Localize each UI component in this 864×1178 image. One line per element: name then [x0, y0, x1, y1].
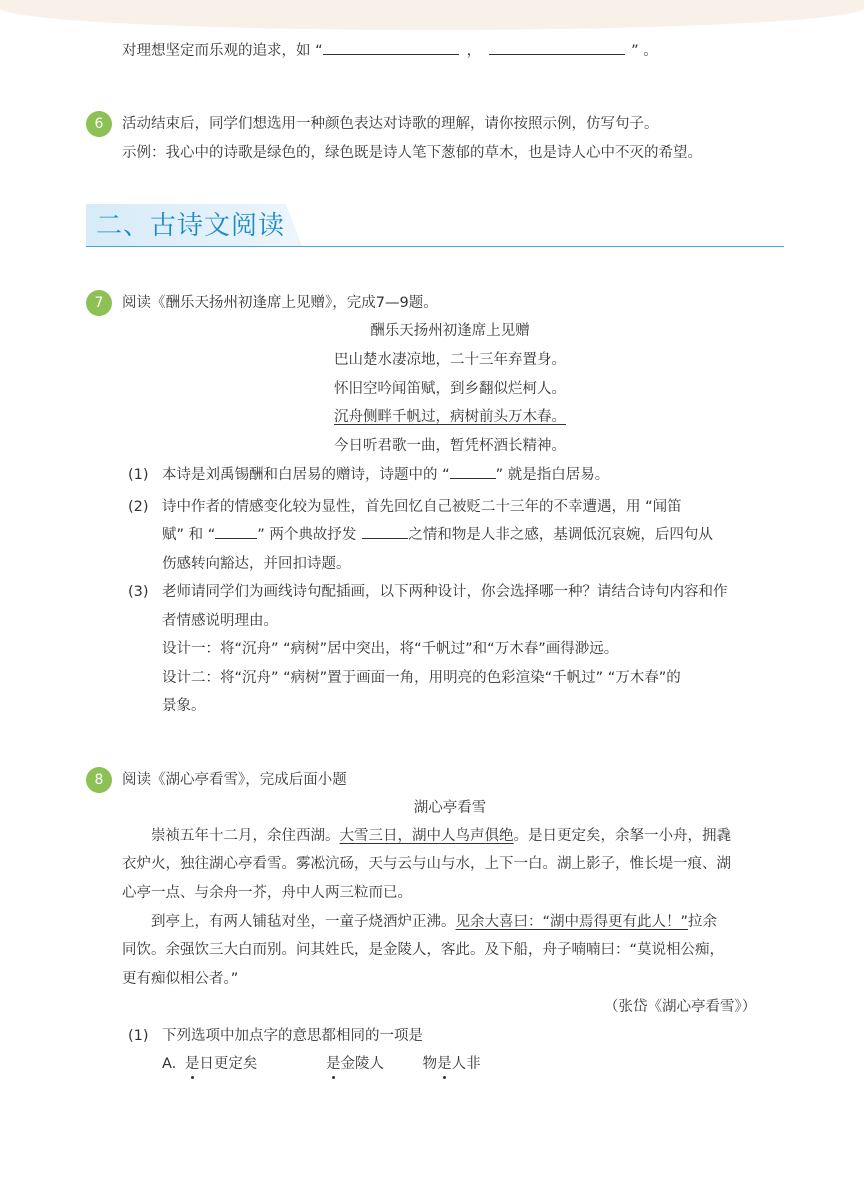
- q7-sub3-design2-line2: 景象。: [162, 698, 206, 714]
- q7-prompt: 阅读《酬乐天扬州初逢席上见赠》，完成7—9题。: [122, 295, 438, 311]
- q7-sub2-line1: 诗中作者的情感变化较为显性，首先回忆自己被贬二十三年的不幸遭遇，用 “闻笛: [162, 499, 682, 515]
- poem-line-3-text: 沉舟侧畔千帆过，病树前头万木春。: [334, 409, 566, 425]
- essay-p2-line3: 更有痴似相公者。”: [122, 971, 239, 987]
- question-number-7: 7: [86, 290, 112, 316]
- essay-p1-line1: [151, 822, 731, 851]
- q8-option-a-item-3-dotted: 是: [437, 1056, 452, 1072]
- q5-tail-text: 对理想坚定而乐观的追求，如 “: [122, 43, 323, 59]
- poem-line-2: 怀旧空吟闻笛赋，到乡翻似烂柯人。: [334, 381, 566, 397]
- section-divider: [86, 246, 784, 247]
- q7-sub3-line1: 老师请同学们为画线诗句配插画，以下两种设计，你会选择哪一种？请结合诗句内容和作: [162, 584, 728, 600]
- q7-sub2-line2-b: ” 两个典故抒发: [257, 527, 357, 543]
- q8-sub1-text: 下列选项中加点字的意思都相同的一项是: [162, 1028, 423, 1044]
- poem-line-3-underlined: [220, 403, 680, 432]
- q7-sub3-label: (3): [128, 584, 149, 600]
- q8-sub1-label: (1): [128, 1028, 149, 1044]
- section-title: 二、古诗文阅读: [96, 211, 286, 241]
- essay-title: 湖心亭看雪: [413, 800, 487, 816]
- q7-sub2-line3: 伤感转向豁达，并回扣诗题。: [162, 556, 351, 572]
- page-top-band: [0, 0, 864, 30]
- poem-title: 酬乐天扬州初逢席上见赠: [370, 323, 530, 339]
- q7-sub2-line2-c: 之情和物是人非之感，基调低沉哀婉，后四句从: [408, 527, 713, 543]
- q8-option-a-item-3-rest: 人非: [451, 1056, 481, 1072]
- q7-sub1-post: ” 就是指白居易。: [495, 467, 610, 483]
- q8-option-a-item-1-dotted: 是: [184, 1056, 200, 1072]
- q7-sub1-line: [162, 461, 609, 490]
- q8-option-a-item-2: [326, 1056, 384, 1072]
- q5-tail-end: ” 。: [631, 43, 658, 59]
- q7-sub1-label: (1): [128, 467, 149, 483]
- essay-p2-underlined: 见余大喜曰：“湖中焉得更有此人！”: [455, 914, 689, 930]
- essay-source: （张岱《湖心亭看雪》）: [604, 999, 757, 1015]
- q5-blank-1[interactable]: [323, 38, 459, 55]
- q7-sub2-label: (2): [128, 499, 149, 515]
- q8-option-a-item-3-pre: 物: [422, 1056, 438, 1072]
- q7-sub2-line2-a: 赋” 和 “: [162, 527, 216, 543]
- q5-tail-sep: ，: [466, 43, 482, 59]
- essay-p2-line1-a: 到亭上，有两人铺毡对坐，一童子烧酒炉正沸。: [151, 914, 456, 930]
- essay-p1-line1-a: 崇祯五年十二月，余住西湖。: [151, 828, 340, 844]
- q5-blank-2[interactable]: [489, 38, 625, 55]
- q7-sub2-blank-1[interactable]: [215, 522, 257, 539]
- q7-sub1-blank[interactable]: [450, 462, 496, 479]
- q8-option-a-item-1: [185, 1056, 258, 1072]
- q8-option-a[interactable]: [162, 1050, 481, 1079]
- poem-line-1: 巴山楚水凄凉地，二十三年弃置身。: [334, 352, 566, 368]
- essay-p1-line3: 心亭一点、与余舟一芥，舟中人两三粒而已。: [122, 885, 412, 901]
- q7-sub3-line2: 者情感说明理由。: [162, 613, 278, 629]
- q7-sub3-design2-line1: 设计二：将“沉舟” “病树”置于画面一角，用明亮的色彩渲染“千帆过” “万木春”的: [162, 670, 681, 686]
- essay-p2-line1-b: 拉余: [688, 914, 718, 930]
- q7-sub3-design1: 设计一：将“沉舟” “病树”居中突出，将“千帆过”和“万木春”画得渺远。: [162, 641, 619, 657]
- essay-p1-line2: 衣炉火，独往湖心亭看雪。雾凇沆砀，天与云与山与水，上下一白。湖上影子，惟长堤一痕、湖: [122, 856, 731, 872]
- essay-p2-line2: 同饮。余强饮三大白而别。问其姓氏，是金陵人，客此。及下船，舟子喃喃曰：“莫说相公痴，: [122, 942, 725, 958]
- q7-sub2-blank-2[interactable]: [362, 522, 408, 539]
- q7-sub2-line2: [162, 521, 713, 550]
- question-number-8: 8: [86, 767, 112, 793]
- q8-option-a-label: A.: [162, 1056, 177, 1072]
- q6-prompt: 活动结束后，同学们想选用一种颜色表达对诗歌的理解，请你按照示例，仿写句子。: [122, 116, 659, 132]
- poem-line-4: 今日听君歌一曲，暂凭杯酒长精神。: [334, 438, 566, 454]
- question-number-6: 6: [86, 111, 112, 137]
- q8-prompt: 阅读《湖心亭看雪》，完成后面小题: [122, 772, 347, 788]
- q8-option-a-item-1-rest: 日更定矣: [199, 1056, 258, 1072]
- essay-p1-line1-b: 。是日更定矣，余拏一小舟，拥毳: [513, 828, 731, 844]
- q8-option-a-item-2-dotted: 是: [326, 1056, 341, 1072]
- q5-tail-line: [122, 37, 658, 66]
- q8-option-a-item-2-rest: 金陵人: [340, 1056, 384, 1072]
- q6-example: 示例：我心中的诗歌是绿色的，绿色既是诗人笔下葱郁的草木，也是诗人心中不灭的希望。: [122, 145, 702, 161]
- essay-p1-underlined: 大雪三日，湖中人鸟声俱绝: [339, 828, 514, 844]
- q8-option-a-item-3: [423, 1056, 481, 1072]
- section-header: [86, 204, 784, 248]
- essay-p2-line1: [151, 908, 717, 937]
- q7-sub1-pre: 本诗是刘禹锡酬和白居易的赠诗，诗题中的 “: [162, 467, 450, 483]
